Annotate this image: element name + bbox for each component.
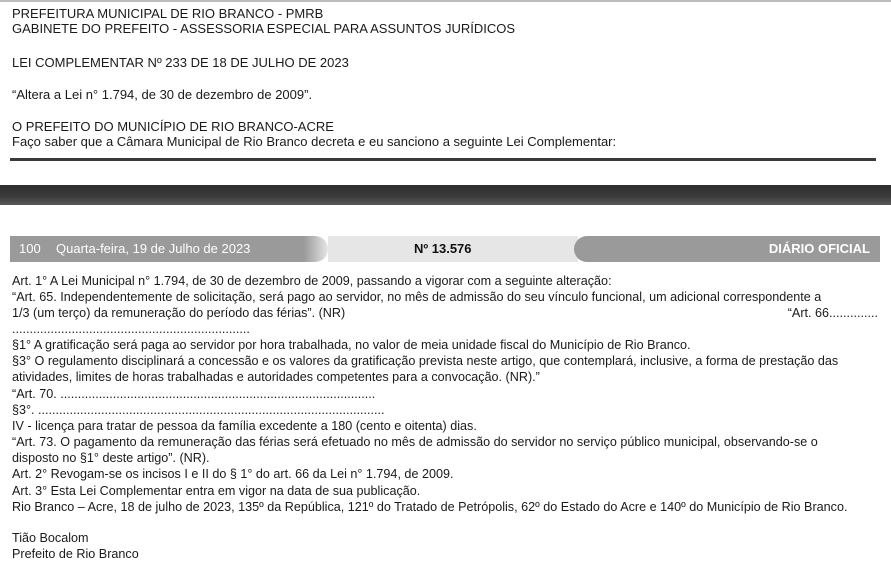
preamble-text: Faço saber que a Câmara Municipal de Rio Branco decreta e eu sanciono a seguinte Lei Complementar: [12,134,617,149]
signer-name: Tião Bocalom [12,531,89,545]
body-line: §1° A gratificação será paga ao servidor por hora trabalhada, no valor de meia unidade fiscal do Município de Rio Branco. [12,338,691,352]
signer-title: Prefeito de Rio Branco [12,547,139,561]
top-border [0,0,891,2]
gazette-header-bar [10,236,880,262]
body-line: atividades, limites de horas trabalhadas e autoridades competentes para a convocação. (NR).” [12,370,540,384]
body-line: §3°. ................................................................................................... [12,403,385,417]
body-line: Art. 3° Esta Lei Complementar entra em vigor na data de sua publicação. [12,484,421,498]
body-line: IV - licença para tratar de pessoa da família excedente a 180 (cento e oitenta) dias. [12,419,477,433]
mayor-heading: O PREFEITO DO MUNICÍPIO DE RIO BRANCO-ACRE [12,119,334,134]
law-title: LEI COMPLEMENTAR Nº 233 DE 18 DE JULHO DE 2023 [12,55,349,70]
body-line: Rio Branco – Acre, 18 de julho de 2023, 135º da República, 121º do Tratado de Petrópolis, 62º do Estado do Acre e 140º do Município de Rio Branco. [12,500,848,514]
body-line: “Art. 70. .......................................................................................... [12,387,376,401]
body-line: 1/3 (um terço) da remuneração do período das férias”. (NR) “Art. 66.............. [12,306,878,320]
body-line: Art. 1° A Lei Municipal n° 1.794, de 30 de dezembro de 2009, passando a vigorar com a seguinte alteração: [12,274,612,288]
page-number: 100 [19,241,41,256]
edition-number: Nº 13.576 [414,241,472,256]
issue-date: Quarta-feira, 19 de Julho de 2023 [56,241,251,256]
body-line: “Art. 65. Independentemente de solicitação, será pago ao servidor, no mês de admissão do seu vínculo funcional, um adicional correspondente a [12,290,822,304]
section-divider [10,158,876,161]
law-summary: “Altera a Lei n° 1.794, de 30 de dezembro de 2009”. [12,87,313,102]
body-line: .................................................................... [12,322,250,336]
body-line: §3° O regulamento disciplinará a concessão e os valores da gratificação prevista neste artigo, que contemplará, inclusive, a forma de prestação das [12,354,839,368]
body-line: Art. 2° Revogam-se os incisos I e II do § 1° do art. 66 da Lei n° 1.794, de 2009. [12,467,454,481]
body-line: disposto no §1° deste artigo”. (NR). [12,451,210,465]
body-line: “Art. 73. O pagamento da remuneração das férias será efetuado no mês de admissão do servidor no serviço público municipal, observando-se o [12,435,818,449]
journal-title: DIÁRIO OFICIAL [768,241,870,256]
office-heading: GABINETE DO PREFEITO - ASSESSORIA ESPECIAL PARA ASSUNTOS JURÍDICOS [12,21,516,36]
org-heading: PREFEITURA MUNICIPAL DE RIO BRANCO - PMRB [12,6,324,21]
page-break-band [0,185,891,205]
